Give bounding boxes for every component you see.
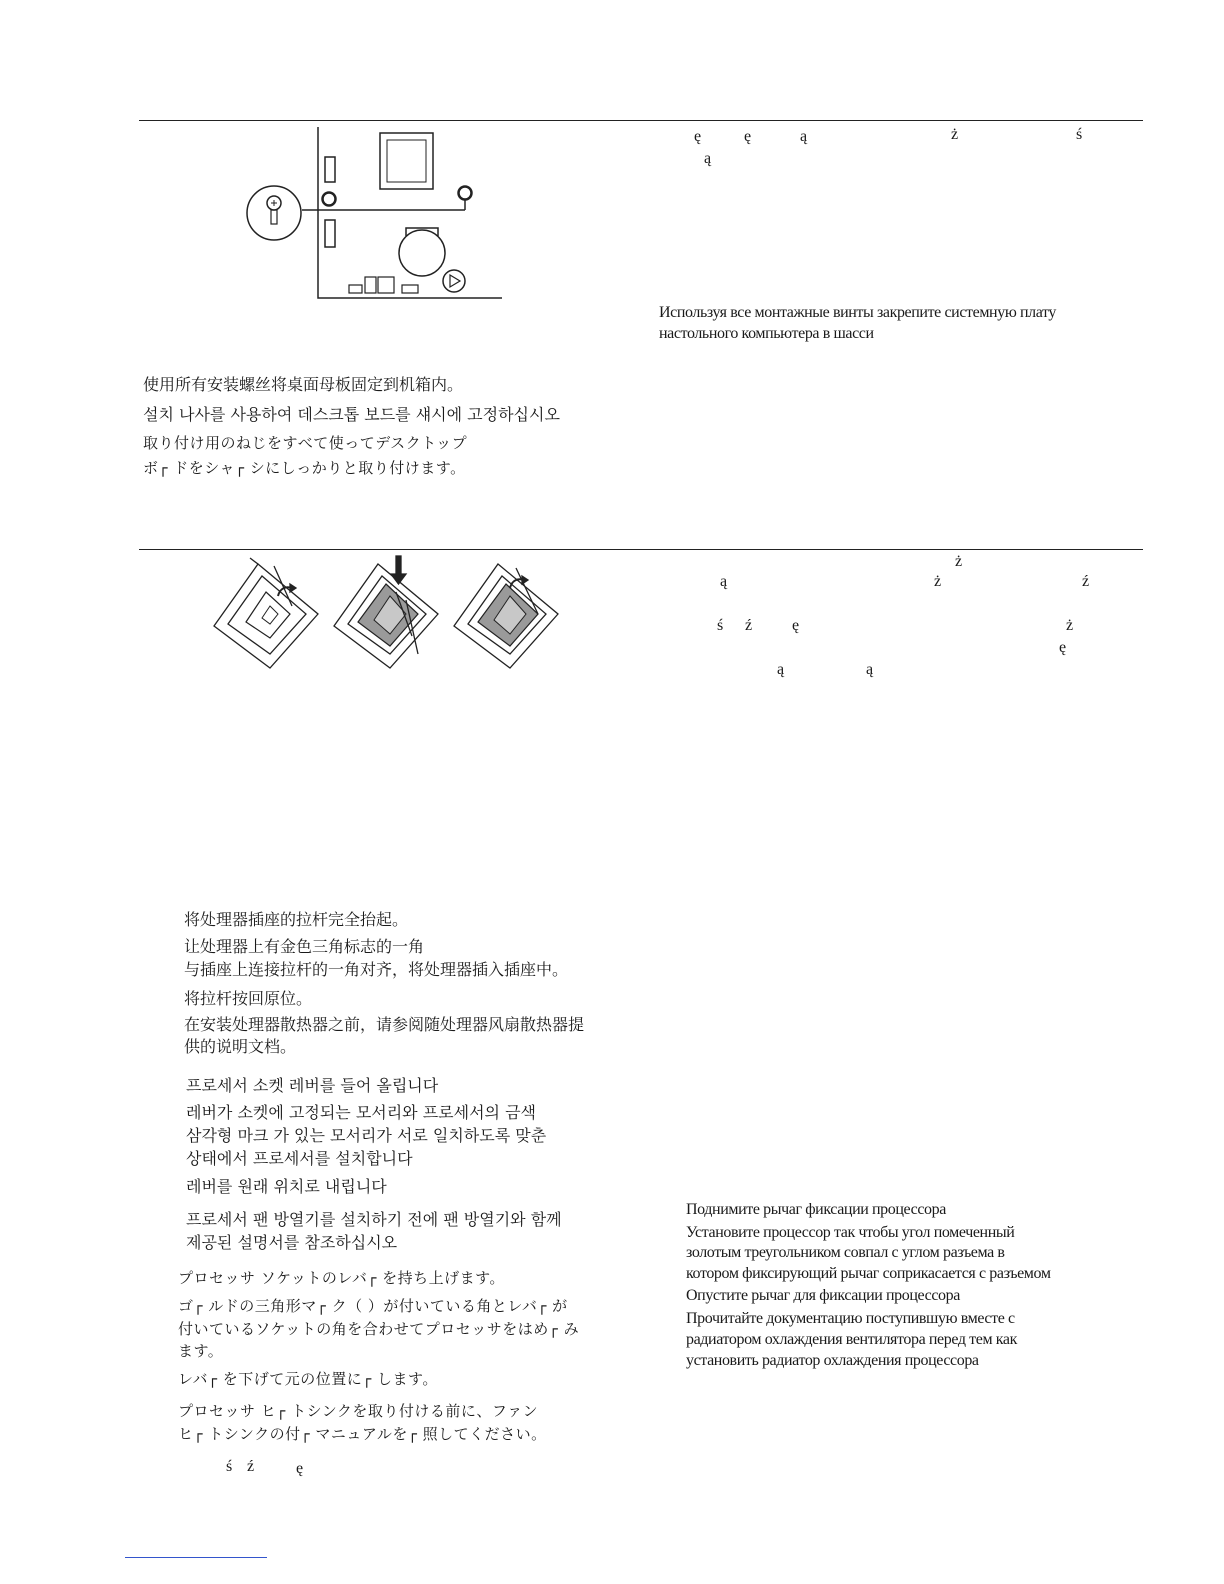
polish-fragment: ż xyxy=(934,573,942,590)
chinese-instruction-line: 供的说明文档。 xyxy=(184,1037,297,1056)
japanese-instruction-line: ボ┌ ドをシャ┌ シにしっかりと取り付けます。 xyxy=(143,459,466,477)
korean-instruction-line: 설치 나사를 사용하여 데스크톱 보드를 섀시에 고정하십시오 xyxy=(143,405,560,424)
chinese-instruction-line: 使用所有安装螺丝将桌面母板固定到机箱内。 xyxy=(143,375,464,394)
russian-instruction-line: золотым треугольником совпал с углом разъема в xyxy=(686,1244,1005,1261)
japanese-instruction-line: ヒ┌ トシンクの付┌ マニュアルを┌ 照してください。 xyxy=(178,1425,547,1443)
polish-fragment: ź xyxy=(745,617,753,634)
japanese-instruction-line: プロセッサ ヒ┌ トシンクを取り付ける前に、ファン xyxy=(178,1402,539,1420)
japanese-instruction-line: ゴ┌ ルドの三角形マ┌ ク（ ）が付いている角とレバ┌ が xyxy=(178,1297,568,1315)
chinese-instruction-line: 将拉杆按回原位。 xyxy=(184,989,313,1008)
polish-fragment: ż xyxy=(955,553,963,570)
russian-instruction-line: настольного компьютера в шасси xyxy=(659,325,874,342)
korean-instruction-line: 프로세서 소켓 레버를 들어 올립니다 xyxy=(186,1076,439,1095)
footer-link-underline[interactable] xyxy=(125,1557,267,1558)
polish-fragment: ę xyxy=(792,617,800,634)
japanese-instruction-line: プロセッサ ソケットのレバ┌ を持ち上げます。 xyxy=(178,1269,505,1287)
polish-fragment: ź xyxy=(247,1458,255,1475)
polish-fragment: ą xyxy=(720,573,728,590)
polish-fragment: ę xyxy=(744,128,752,145)
section-divider-middle xyxy=(139,549,1143,550)
polish-fragment: ś xyxy=(226,1458,233,1475)
japanese-instruction-line: ます。 xyxy=(178,1342,224,1360)
section-divider-top xyxy=(139,120,1143,121)
polish-fragment: ż xyxy=(951,126,959,143)
polish-fragment: ś xyxy=(1076,126,1083,143)
polish-fragment: ą xyxy=(800,128,808,145)
korean-instruction-line: 제공된 설명서를 참조하십시오 xyxy=(186,1233,398,1252)
korean-instruction-line: 레버가 소켓에 고정되는 모서리와 프로세서의 금색 xyxy=(186,1103,537,1122)
russian-instruction-line: Опустите рычаг для фиксации процессора xyxy=(686,1287,960,1304)
chinese-instruction-line: 在安装处理器散热器之前，请参阅随处理器风扇散热器提 xyxy=(184,1015,585,1034)
korean-instruction-line: 삼각형 마크 가 있는 모서리가 서로 일치하도록 맞춘 xyxy=(186,1126,547,1145)
polish-fragment: ą xyxy=(777,661,785,678)
chinese-instruction-line: 将处理器插座的拉杆完全抬起。 xyxy=(184,910,409,929)
chinese-instruction-line: 让处理器上有金色三角标志的一角 xyxy=(184,937,425,956)
polish-fragment: ż xyxy=(1066,617,1074,634)
polish-fragment: ś xyxy=(717,617,724,634)
polish-fragment: ę xyxy=(296,1460,304,1477)
motherboard-screw-illustration xyxy=(240,122,510,304)
russian-instruction-line: Поднимите рычаг фиксации процессора xyxy=(686,1201,946,1218)
russian-instruction-line: Установите процессор так чтобы угол помеченный xyxy=(686,1224,1015,1241)
japanese-instruction-line: 取り付け用のねじをすべて使ってデスクトップ xyxy=(143,434,468,452)
russian-instruction-line: радиатором охлаждения вентилятора перед тем как xyxy=(686,1331,1017,1348)
japanese-instruction-line: レバ┌ を下げて元の位置に┌ します。 xyxy=(178,1370,438,1388)
processor-socket-illustration xyxy=(208,552,598,672)
korean-instruction-line: 상태에서 프로세서를 설치합니다 xyxy=(186,1149,413,1168)
russian-instruction-line: котором фиксирующий рычаг соприкасается с разъемом xyxy=(686,1265,1051,1282)
polish-fragment: ę xyxy=(694,128,702,145)
polish-fragment: ą xyxy=(704,150,712,167)
russian-instruction-line: Используя все монтажные винты закрепите системную плату xyxy=(659,304,1056,321)
chinese-instruction-line: 与插座上连接拉杆的一角对齐，将处理器插入插座中。 xyxy=(184,960,569,979)
russian-instruction-line: установить радиатор охлаждения процессора xyxy=(686,1352,979,1369)
russian-instruction-line: Прочитайте документацию поступившую вместе с xyxy=(686,1310,1015,1327)
polish-fragment: ę xyxy=(1059,639,1067,656)
korean-instruction-line: 레버를 원래 위치로 내립니다 xyxy=(186,1177,387,1196)
polish-fragment: ź xyxy=(1082,573,1090,590)
korean-instruction-line: 프로세서 팬 방열기를 설치하기 전에 팬 방열기와 함께 xyxy=(186,1210,562,1229)
japanese-instruction-line: 付いているソケットの角を合わせてプロセッサをはめ┌ み xyxy=(178,1320,580,1338)
polish-fragment: ą xyxy=(866,661,874,678)
